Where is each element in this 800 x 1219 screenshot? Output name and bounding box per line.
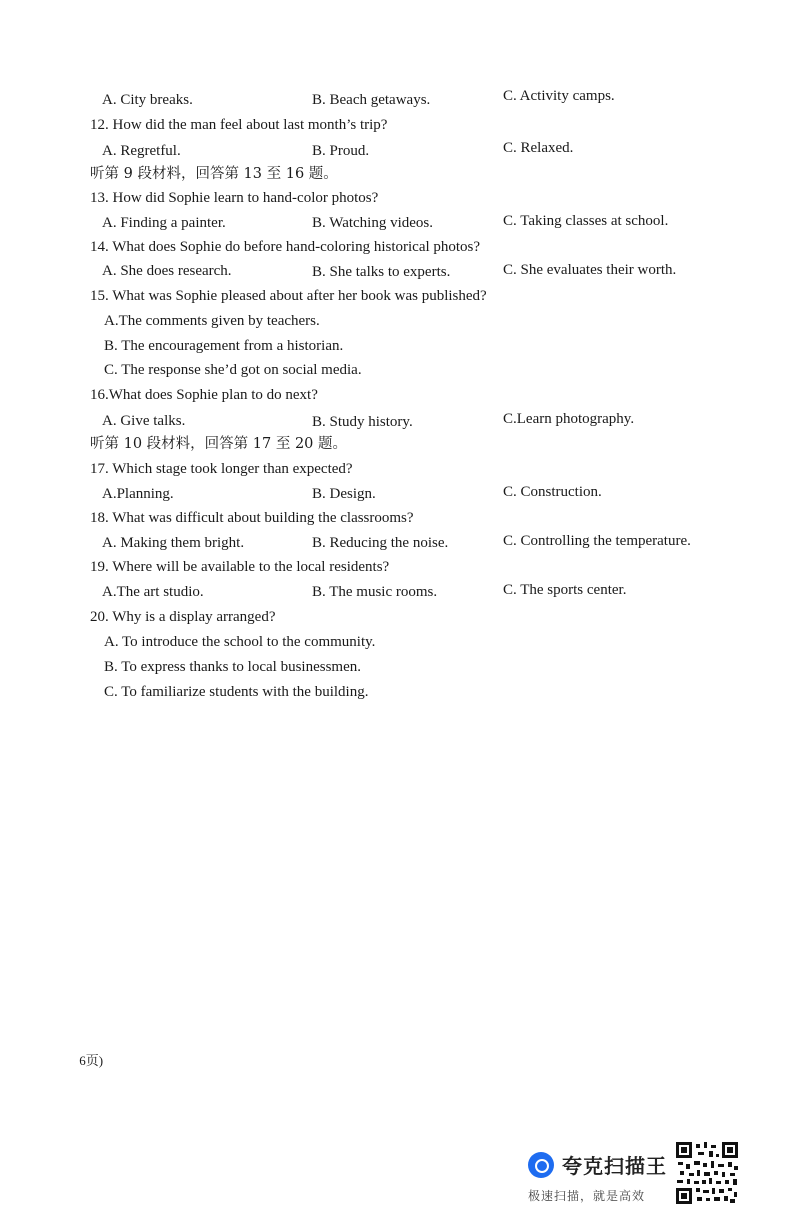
q17-stem: 17. Which stage took longer than expected? bbox=[90, 461, 353, 477]
scanner-watermark bbox=[528, 1150, 667, 1204]
q11-option-c: C. Activity camps. bbox=[503, 88, 615, 104]
q15-option-c: C. The response she’d got on social media. bbox=[104, 362, 362, 378]
q14-option-a: A. She does research. bbox=[102, 263, 232, 279]
q18-option-b: B. Reducing the noise. bbox=[312, 535, 449, 551]
q15-option-a: A.The comments given by teachers. bbox=[104, 313, 320, 329]
section-10-instruction: 听第 10 段材料，回答第 17 至 20 题。 bbox=[90, 436, 348, 452]
q16-option-c: C.Learn photography. bbox=[503, 411, 635, 427]
q14-stem: 14. What does Sophie do before hand-coloring historical photos? bbox=[90, 239, 481, 255]
q13-option-a: A. Finding a painter. bbox=[102, 215, 226, 231]
q20-option-c: C. To familiarize students with the building. bbox=[104, 684, 369, 700]
q13-stem: 13. How did Sophie learn to hand-color photos? bbox=[90, 190, 379, 206]
q16-stem: 16.What does Sophie plan to do next? bbox=[90, 387, 318, 403]
q20-option-a: A. To introduce the school to the community. bbox=[104, 634, 376, 650]
scanner-slogan: 极速扫描，就是高效 bbox=[528, 1189, 646, 1203]
q18-option-c: C. Controlling the temperature. bbox=[503, 533, 691, 549]
q18-option-a: A. Making them bright. bbox=[102, 535, 245, 551]
q12-option-a: A. Regretful. bbox=[102, 143, 181, 159]
q12-option-c: C. Relaxed. bbox=[503, 140, 574, 156]
q19-option-b: B. The music rooms. bbox=[312, 584, 438, 600]
q20-stem: 20. Why is a display arranged? bbox=[90, 609, 276, 625]
section-9-instruction: 听第 9 段材料，回答第 13 至 16 题。 bbox=[90, 166, 338, 182]
q15-stem: 15. What was Sophie pleased about after her book was published? bbox=[90, 288, 487, 304]
q12-option-b: B. Proud. bbox=[312, 143, 370, 159]
q19-option-c: C. The sports center. bbox=[503, 582, 627, 598]
q13-option-b: B. Watching videos. bbox=[312, 215, 434, 231]
q19-stem: 19. Where will be available to the local residents? bbox=[90, 559, 390, 575]
q14-option-c: C. She evaluates their worth. bbox=[503, 262, 677, 278]
q17-option-c: C. Construction. bbox=[503, 484, 602, 500]
q17-option-b: B. Design. bbox=[312, 486, 376, 502]
q11-option-b: B. Beach getaways. bbox=[312, 92, 431, 108]
q13-option-c: C. Taking classes at school. bbox=[503, 213, 669, 229]
q15-option-b: B. The encouragement from a historian. bbox=[104, 338, 344, 354]
quark-logo-icon bbox=[528, 1152, 554, 1178]
qr-code-icon bbox=[676, 1142, 738, 1204]
q18-stem: 18. What was difficult about building the classrooms? bbox=[90, 510, 414, 526]
q14-option-b: B. She talks to experts. bbox=[312, 264, 451, 280]
q16-option-a: A. Give talks. bbox=[102, 413, 186, 429]
q19-option-a: A.The art studio. bbox=[102, 584, 204, 600]
scanner-brand-name: 夸克扫描王 bbox=[562, 1154, 667, 1178]
page-number: 6页) bbox=[76, 1053, 104, 1068]
q20-option-b: B. To express thanks to local businessmen. bbox=[104, 659, 361, 675]
q11-option-a: A. City breaks. bbox=[102, 92, 193, 108]
q17-option-a: A.Planning. bbox=[102, 486, 174, 502]
q12-stem: 12. How did the man feel about last month’s trip? bbox=[90, 117, 388, 133]
q16-option-b: B. Study history. bbox=[312, 414, 413, 430]
